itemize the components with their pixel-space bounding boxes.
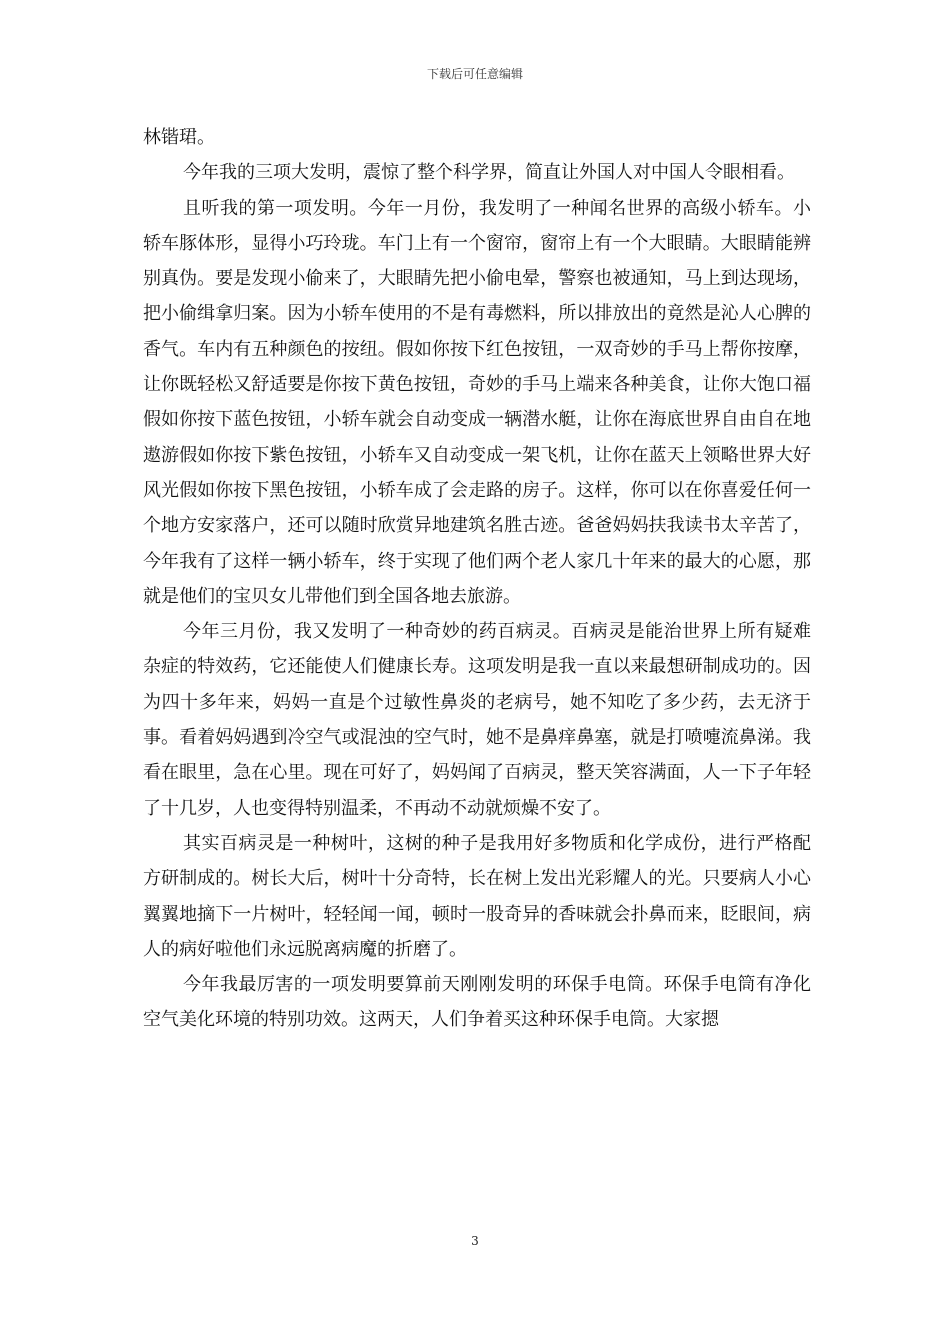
paragraph-5: 其实百病灵是一种树叶，这树的种子是我用好多物质和化学成份，进行严格配方研制成的。树长大后，树叶十分奇特，长在树上发出光彩耀人的光。只要病人小心翼翼地摘下一片树叶，轻轻闻一闻，顿时一股奇异的香味就会扑鼻而来，眨眼间，病人的病好啦他们永远脱离病魔的折磨了。	[143, 832, 811, 960]
paragraph-1: 林锴珺。	[143, 127, 215, 148]
paragraph-4: 今年三月份，我又发明了一种奇妙的药百病灵。百病灵是能治世界上所有疑难杂症的特效药，它还能使人们健康长寿。这项发明是我一直以来最想研制成功的。因为四十多年来，妈妈一直是个过敏性鼻炎的老病号，她不知吃了多少药，去无济于事。看着妈妈遇到冷空气或混浊的空气时，她不是鼻痒鼻塞，就是打喷嚏流鼻涕。我看在眼里，急在心里。现在可好了，妈妈闻了百病灵，整天笑容满面，人一下子年轻了十几岁，人也变得特别温柔，不再动不动就烦燥不安了。	[143, 621, 811, 819]
paragraph-3: 且听我的第一项发明。今年一月份，我发明了一种闻名世界的高级小轿车。小轿车豚体形，显得小巧玲珑。车门上有一个窗帘，窗帘上有一个大眼睛。大眼睛能辨别真伪。要是发现小偷来了，大眼睛先把小偷电晕，警察也被通知，马上到达现场，把小偷缉拿归案。因为小轿车使用的不是有毒燃料，所以排放出的竟然是沁人心脾的香气。车内有五种颜色的按纽。假如你按下红色按钮，一双奇妙的手马上帮你按摩，让你既轻松又舒适要是你按下黄色按钮，奇妙的手马上端来各种美食，让你大饱口福假如你按下蓝色按钮，小轿车就会自动变成一辆潜水艇，让你在海底世界自由自在地遨游假如你按下紫色按钮，小轿车又自动变成一架飞机，让你在蓝天上领略世界大好风光假如你按下黑色按钮，小轿车成了会走路的房子。这样，你可以在你喜爱任何一个地方安家落户，还可以随时欣赏异地建筑名胜古迹。爸爸妈妈扶我读书太辛苦了，今年我有了这样一辆小轿车，终于实现了他们两个老人家几十年来的最大的心愿，那就是他们的宝贝女儿带他们到全国各地去旅游。	[143, 197, 811, 607]
paragraph-6: 今年我最厉害的一项发明要算前天刚刚发明的环保手电筒。环保手电筒有净化空气美化环境的特别功效。这两天，人们争着买这种环保手电筒。大家摁	[143, 974, 811, 1031]
document-body	[143, 120, 811, 1038]
page-number: 3	[471, 1234, 479, 1248]
page-header-note: 下载后可任意编辑	[426, 67, 523, 81]
paragraph-2: 今年我的三项大发明，震惊了整个科学界，简直让外国人对中国人令眼相看。	[183, 162, 795, 184]
